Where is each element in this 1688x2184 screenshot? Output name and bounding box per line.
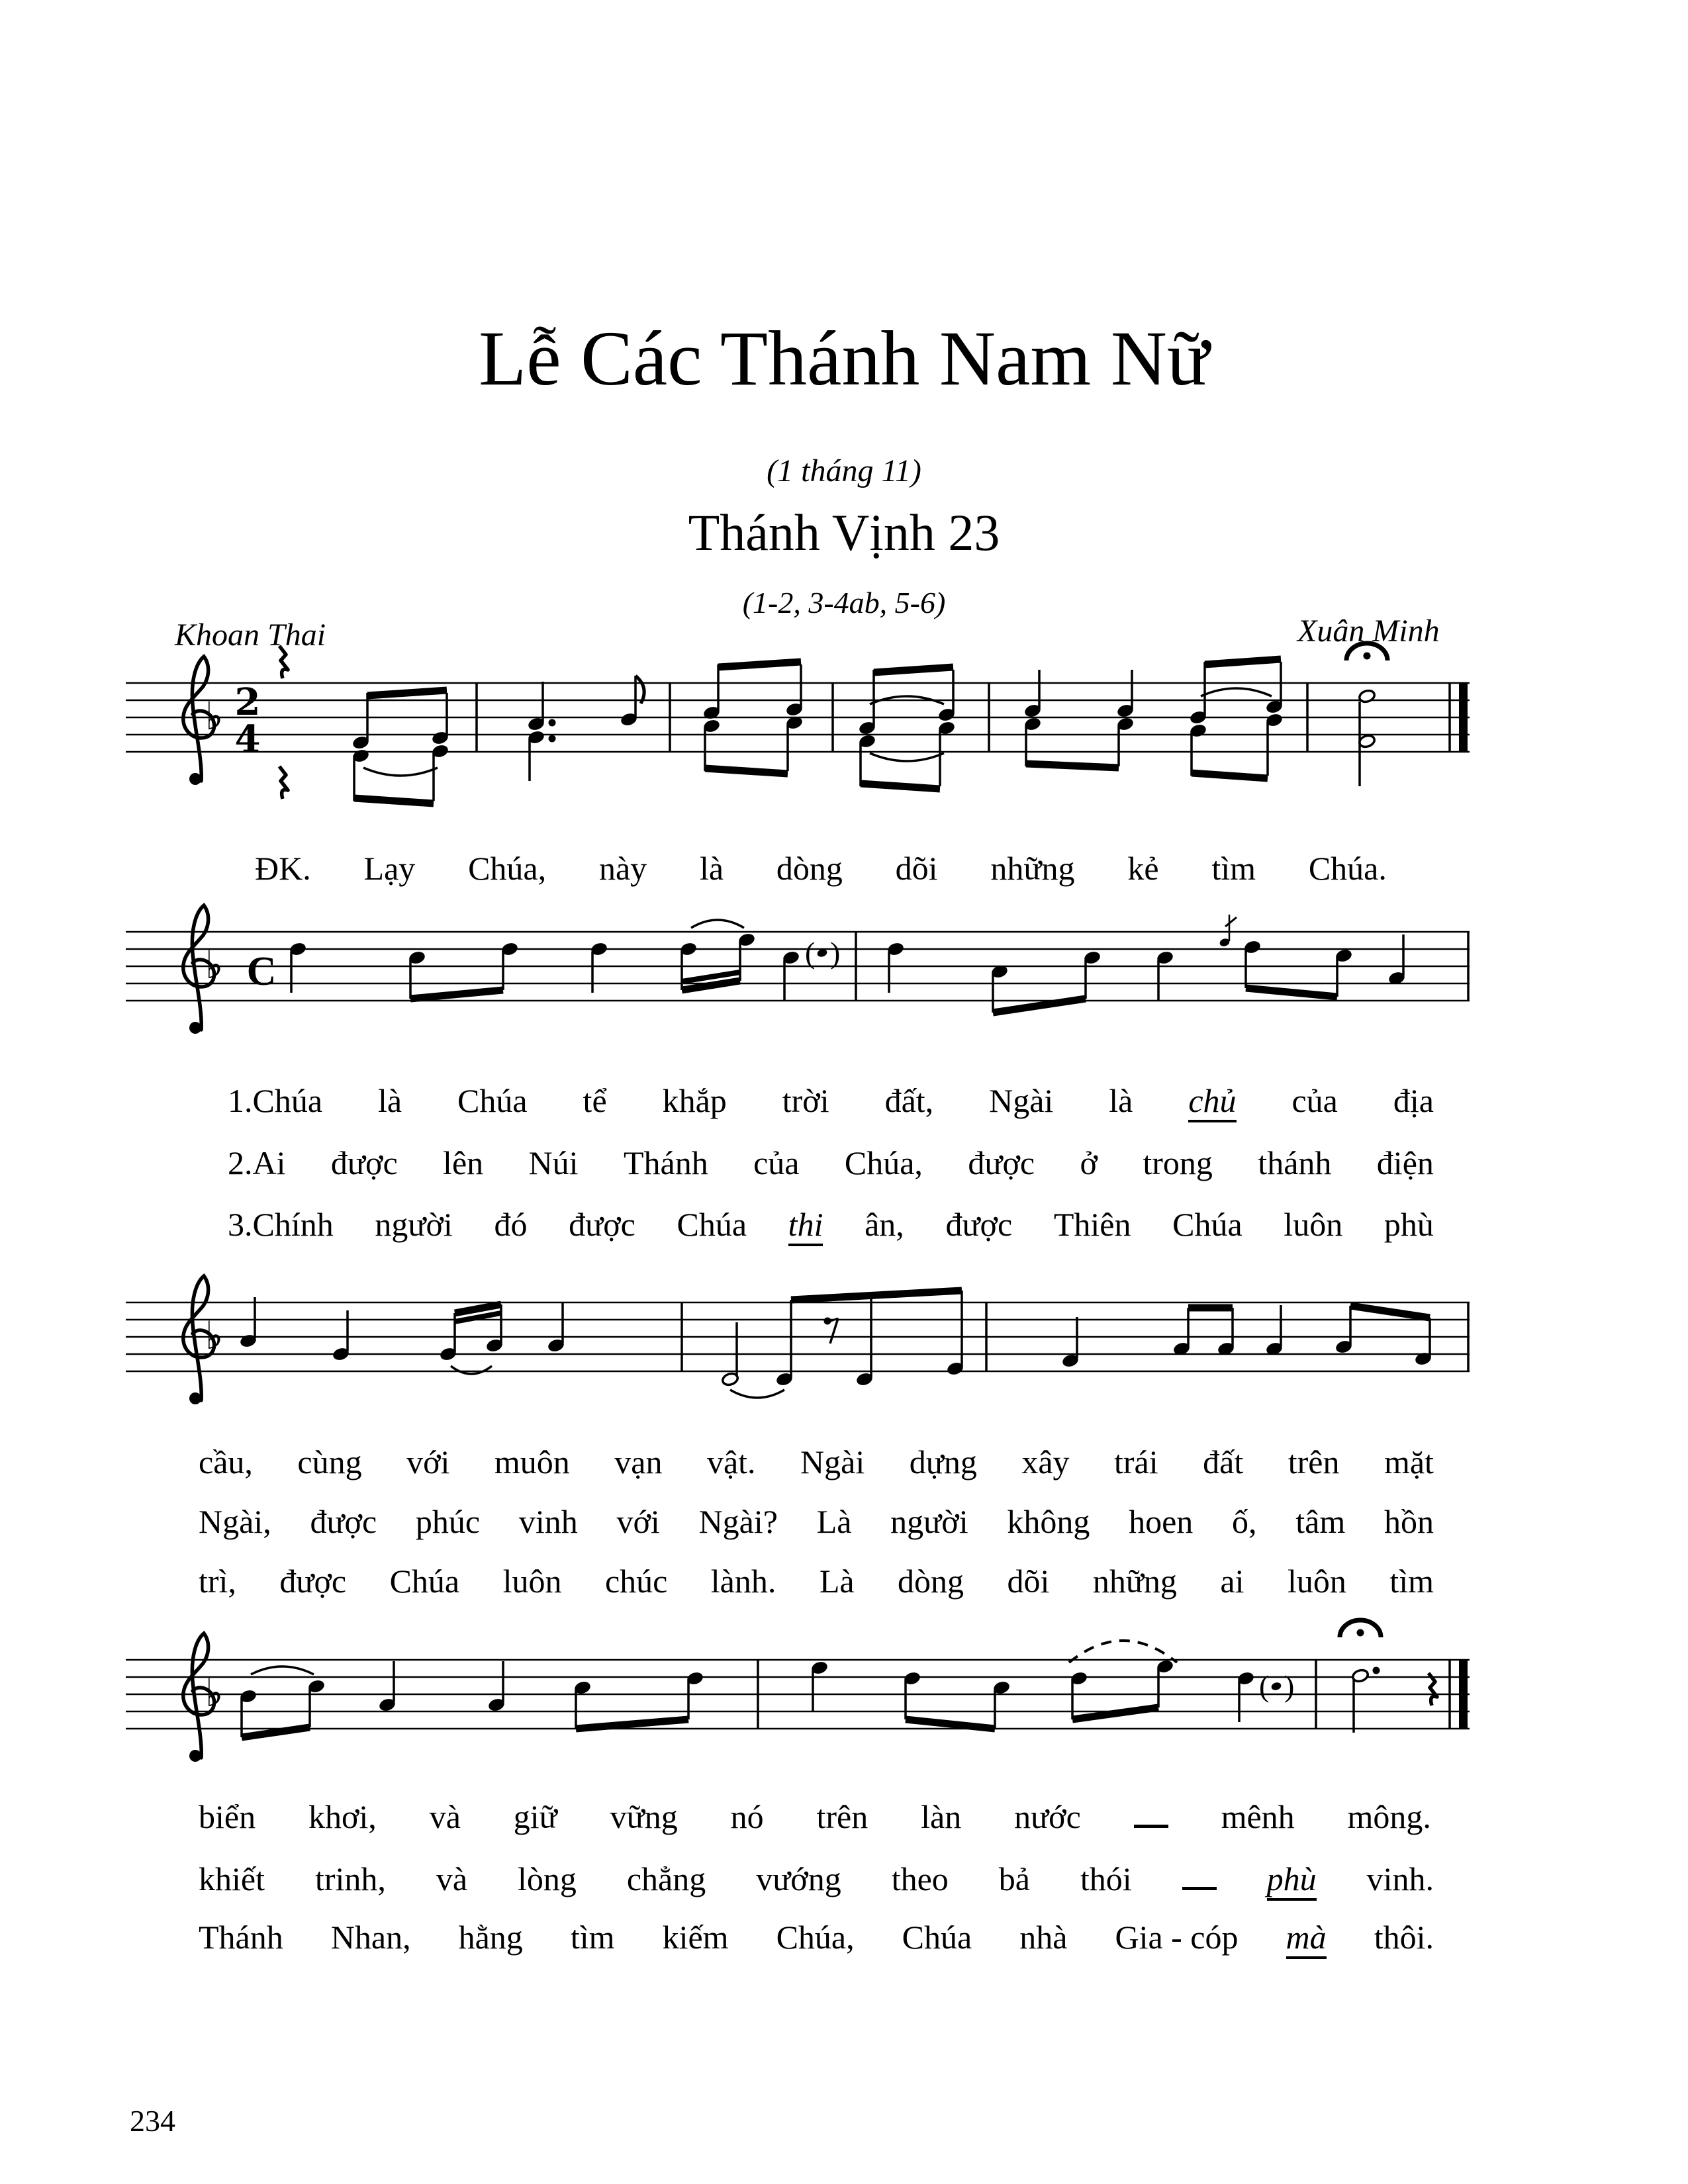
lyric-word: dòng (898, 1563, 964, 1600)
lyric-word: Thánh (623, 1144, 708, 1181)
lyric-word: phù (1383, 1206, 1434, 1243)
lyric-word: ố, (1232, 1503, 1257, 1540)
lyric-word: Chúa (902, 1919, 972, 1956)
lyric-line-verse1 (228, 1083, 1434, 1122)
lyric-word: thói (1080, 1860, 1132, 1897)
lyric-word: trái (1114, 1443, 1158, 1480)
lyric-word: khắp (662, 1082, 727, 1119)
lyric-word: được (330, 1144, 398, 1181)
lyric-word: của (1291, 1082, 1338, 1119)
lyric-word: Chúa (457, 1082, 528, 1119)
lyric-word: Chúa (1172, 1206, 1243, 1243)
lyric-word: Ngài (989, 1082, 1054, 1119)
lyric-word: vạn (614, 1443, 663, 1480)
lyric-word: cầu, (199, 1443, 253, 1480)
lyric-word: Thiên (1053, 1206, 1131, 1243)
lyric-word: trên (816, 1798, 868, 1835)
lyric-word: tâm (1295, 1503, 1346, 1540)
lyric-word: xây (1021, 1443, 1070, 1480)
lyric-word: mặt (1383, 1443, 1434, 1480)
lyric-word: với (406, 1443, 450, 1480)
lyric-word: kẻ (1127, 850, 1159, 887)
lyric-word: là (378, 1082, 402, 1119)
lyric-line-verse2 (228, 1145, 1434, 1181)
lyric-word: địa (1393, 1082, 1434, 1119)
page-number: 234 (130, 2104, 175, 2138)
lyric-word: Gia - cóp (1115, 1919, 1239, 1956)
lyric-word: Ngài (800, 1443, 865, 1480)
lyric-word: luôn (502, 1563, 562, 1600)
lyric-word: nước (1014, 1798, 1081, 1835)
staff-2 (106, 879, 1496, 1104)
lyric-word: điện (1376, 1144, 1434, 1181)
lyric-word: nhà (1019, 1919, 1068, 1956)
lyric-word: dõi (895, 850, 938, 887)
lyric-word: Lạy (363, 850, 416, 887)
lyric-line-line10 (199, 1919, 1434, 1959)
lyric-word: luôn (1287, 1563, 1346, 1600)
lyric-word: Là (816, 1503, 852, 1540)
staff-1 (106, 630, 1496, 855)
lyric-word: và (436, 1860, 468, 1897)
lyric-line-verse3 (228, 1206, 1434, 1246)
lyric-word: chẳng (626, 1860, 706, 1897)
lyric-word: kiếm (662, 1919, 729, 1956)
lyric-line-line5 (199, 1444, 1434, 1480)
lyric-word: tể (583, 1082, 607, 1119)
lyric-word: được (310, 1503, 377, 1540)
lyric-word: lên (443, 1144, 484, 1181)
lyric-word: Là (819, 1563, 855, 1600)
lyric-line-line8 (199, 1799, 1431, 1835)
feast-date-note: (1 tháng 11) (767, 453, 921, 488)
svg-text:(: ( (1259, 1669, 1270, 1703)
staff-3 (106, 1250, 1496, 1475)
svg-text:♭: ♭ (205, 1313, 224, 1358)
page-title: Lễ Các Thánh Nam Nữ (479, 315, 1209, 402)
lyric-word: những (1092, 1563, 1177, 1600)
lyric-word: Thánh (199, 1919, 283, 1956)
lyric-line-line7 (199, 1563, 1434, 1600)
lyric-word: làn (921, 1798, 962, 1835)
lyric-line-refrain (255, 850, 1387, 887)
lyric-word: mà (1286, 1919, 1327, 1959)
lyric-word: Chúa, (776, 1919, 855, 1956)
lyric-word: luôn (1284, 1206, 1343, 1243)
lyric-word: thánh (1258, 1144, 1332, 1181)
lyric-word: tìm (1389, 1563, 1434, 1600)
svg-text:(: ( (805, 936, 816, 970)
lyric-line-line9 (199, 1861, 1434, 1901)
lyric-word (1134, 1799, 1168, 1828)
composer-name: Xuân Minh (1297, 614, 1440, 649)
lyric-word: ĐK. (255, 850, 311, 887)
lyric-word: 2.Ai (228, 1144, 286, 1181)
lyric-word: vững (610, 1798, 678, 1835)
svg-text:): ) (1284, 1669, 1295, 1703)
lyric-word: trong (1143, 1144, 1213, 1181)
lyric-word: Chúa, (844, 1144, 923, 1181)
staff-1-notation (106, 630, 1496, 855)
svg-text:2: 2 (234, 680, 261, 724)
svg-text:C: C (246, 949, 277, 994)
lyric-word: trì, (199, 1563, 236, 1600)
lyric-word: những (990, 850, 1075, 887)
lyric-word: Chúa (389, 1563, 460, 1600)
verse-references: (1-2, 3-4ab, 5-6) (742, 586, 946, 619)
lyric-word: dõi (1007, 1563, 1050, 1600)
lyric-word: đất, (884, 1082, 934, 1119)
lyric-word: không (1007, 1503, 1090, 1540)
lyric-word: với (616, 1503, 660, 1540)
staff-2-notation (106, 879, 1496, 1104)
lyric-word: muôn (494, 1443, 570, 1480)
lyric-word: giữ (513, 1798, 557, 1835)
lyric-word: người (375, 1206, 453, 1243)
lyric-word: người (890, 1503, 968, 1540)
lyric-word: được (968, 1144, 1035, 1181)
lyric-word: lành. (710, 1563, 776, 1600)
lyric-word: Ngài? (698, 1503, 778, 1540)
staff-3-notation (106, 1250, 1496, 1475)
lyric-word: vướng (756, 1860, 841, 1897)
lyric-word: bả (998, 1860, 1030, 1897)
lyric-word: chúc (604, 1563, 668, 1600)
lyric-word: thôi. (1374, 1919, 1434, 1956)
lyric-word: tìm (1211, 850, 1256, 887)
lyric-word: khơi, (308, 1798, 377, 1835)
lyric-word: mông. (1347, 1798, 1431, 1835)
lyric-word: được (279, 1563, 347, 1600)
lyric-word: biển (199, 1798, 256, 1835)
lyric-word: Chúa. (1308, 850, 1387, 887)
lyric-word: vinh. (1366, 1860, 1434, 1897)
lyric-word: vinh (518, 1503, 578, 1540)
lyric-word: trinh, (314, 1860, 386, 1897)
svg-text:4: 4 (234, 717, 261, 761)
lyric-word: trời (782, 1082, 829, 1119)
lyric-word: nó (730, 1798, 764, 1835)
lyric-word: mênh (1221, 1798, 1295, 1835)
lyric-word: trên (1288, 1443, 1340, 1480)
lyric-word: phúc (415, 1503, 481, 1540)
lyric-word: và (429, 1798, 461, 1835)
lyric-word: Ngài, (199, 1503, 271, 1540)
lyric-word: khiết (199, 1860, 265, 1897)
lyric-word: này (598, 850, 647, 887)
svg-text:): ) (830, 936, 841, 970)
lyric-word: Núi (528, 1144, 579, 1181)
lyric-word: 3.Chính (228, 1206, 334, 1243)
lyric-word: hồn (1383, 1503, 1434, 1540)
lyric-word: đó (494, 1206, 528, 1243)
svg-text:♭: ♭ (205, 942, 224, 987)
psalm-subtitle: Thánh Vịnh 23 (688, 504, 1000, 561)
lyric-word: cùng (297, 1443, 362, 1480)
lyric-word: là (699, 850, 724, 887)
lyric-word: theo (891, 1860, 949, 1897)
lyric-word: hoen (1129, 1503, 1194, 1540)
lyric-word: phù (1267, 1861, 1317, 1901)
lyric-word: Chúa, (468, 850, 547, 887)
lyric-word: dòng (776, 850, 843, 887)
lyric-word: Chúa (677, 1206, 747, 1243)
svg-text:♭: ♭ (205, 694, 224, 739)
lyric-word: thi (788, 1206, 823, 1246)
lyric-word: dựng (909, 1443, 977, 1480)
lyric-word: chủ (1188, 1083, 1236, 1122)
lyric-word: tìm (570, 1919, 615, 1956)
lyric-word: vật. (706, 1443, 756, 1480)
lyric-word: ở (1080, 1144, 1098, 1181)
lyric-word: ai (1220, 1563, 1244, 1600)
svg-text:♭: ♭ (205, 1670, 224, 1715)
lyric-word (1182, 1862, 1217, 1890)
lyric-word: của (753, 1144, 800, 1181)
lyric-word: 1.Chúa (228, 1082, 323, 1119)
lyric-word: lòng (517, 1860, 577, 1897)
lyric-line-line6 (199, 1504, 1434, 1540)
lyric-word: hằng (458, 1919, 523, 1956)
lyric-word: đất (1203, 1443, 1244, 1480)
lyric-word: được (569, 1206, 635, 1243)
lyric-word: được (945, 1206, 1013, 1243)
tempo-marking: Khoan Thai (175, 617, 326, 653)
lyric-word: Nhan, (330, 1919, 411, 1956)
lyric-word: là (1109, 1082, 1133, 1119)
lyric-word: ân, (865, 1206, 904, 1243)
